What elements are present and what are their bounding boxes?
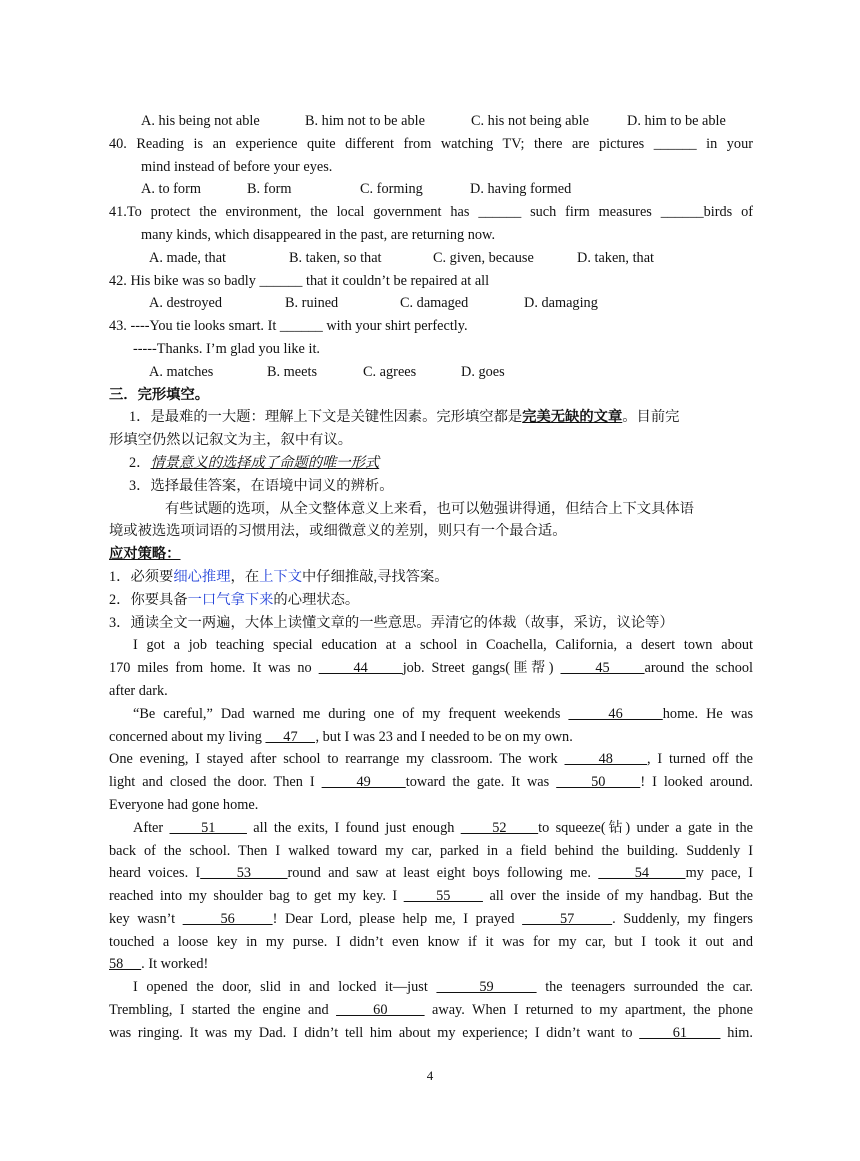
blank-45[interactable]: 45 (560, 660, 645, 677)
q40-option-a: A. to form (141, 181, 201, 198)
passage-text: to squeeze(钻) under a gate in the (538, 819, 754, 836)
blank-55[interactable]: 55 (403, 888, 483, 905)
passage-line (109, 748, 753, 771)
strategy-2-highlight: 一口气拿下来 (187, 591, 274, 608)
cloze-tip-1 (109, 406, 753, 429)
passage-line (109, 908, 753, 931)
passage-text: reached into my shoulder bag to get my key. I (109, 888, 398, 905)
passage-text: ! I looked around. (640, 774, 753, 791)
blank-53[interactable]: 53 (200, 865, 288, 882)
strategy-2-text: 2．你要具备 (109, 591, 188, 608)
strategy-2 (109, 589, 753, 612)
q41-option-c: C. given, because (433, 249, 534, 266)
blank-57[interactable]: 57 (522, 910, 613, 927)
passage-line (109, 771, 753, 794)
strategy-3: 3．通读全文一两遍，大体上读懂文章的一些意思。弄清它的体裁（故事，采访，议论等） (109, 614, 674, 631)
page-number: 4 (426, 1068, 434, 1083)
passage-text: round and saw at least eight boys following me. (287, 865, 591, 882)
cloze-tip-1-cont: 形填空仍然以记叙文为主，叙中有议。 (109, 432, 353, 449)
blank-47[interactable]: 47 , (265, 728, 320, 745)
passage-line: I got a job teaching special education at a school in Coachella, California, a desert town about (133, 637, 753, 654)
cloze-tip-4-cont: 境或被选选项词语的习惯用法，或细微意义的差别，则只有一个最合适。 (109, 523, 567, 540)
q42-option-d: D. damaging (524, 295, 598, 312)
passage-text: my pace, I (685, 865, 753, 882)
blank-59[interactable]: 59 (436, 979, 537, 996)
blank-51[interactable]: 51 (169, 819, 247, 836)
passage-line (109, 726, 753, 749)
blank-56[interactable]: 56 (182, 910, 273, 927)
cloze-tip-2 (109, 452, 753, 475)
q43-options (109, 361, 753, 384)
q43-option-c: C. agrees (363, 363, 417, 380)
passage-line (109, 976, 753, 999)
passage-line: touched a loose key in my purse. I didn’t even know if it was for my car, but I took it out and (109, 933, 753, 950)
passage-line: after dark. (109, 682, 168, 699)
passage-line (109, 817, 753, 840)
passage-line (109, 999, 753, 1022)
blank-54[interactable]: 54 (598, 865, 686, 882)
strategy-1-text: 1．必须要 (109, 568, 174, 585)
q42-options (109, 292, 753, 315)
passage-text: concerned about my living (109, 728, 262, 745)
blank-50[interactable]: 50 (556, 774, 641, 791)
q40-option-d: D. having formed (470, 181, 572, 198)
blank-61[interactable]: 61 (639, 1024, 721, 1041)
passage-text: toward the gate. It was (405, 774, 550, 791)
q40-stem-cont: mind instead of before your eyes. (141, 158, 333, 175)
q39-option-a: A. his being not able (141, 113, 260, 129)
q39-option-c: C. his not being able (471, 113, 589, 129)
passage-text: After (133, 819, 164, 836)
passage-line (109, 953, 753, 976)
passage-text: the teenagers surrounded the car. (545, 979, 753, 996)
cloze-tip-1-tail: 。目前完 (622, 409, 680, 426)
blank-52[interactable]: 52 (460, 819, 539, 836)
q43-option-a: A. matches (149, 363, 214, 380)
passage-text: . It worked! (141, 956, 209, 973)
cloze-tip-1-text: 1．是最难的一大题：理解上下文是关键性因素。完形填空都是 (129, 409, 523, 426)
passage-text: but I was 23 and I needed to be on my own. (322, 728, 573, 745)
passage-text: all over the inside of my handbag. But the (489, 888, 754, 905)
passage-text: Trembling, I started the engine and (109, 1002, 329, 1019)
q41-stem: 41.To protect the environment, the local government has ______ such firm measures ______birds of (109, 204, 753, 221)
q43-option-b: B. meets (267, 363, 318, 380)
q42-option-c: C. damaged (400, 295, 469, 312)
q40-option-b: B. form (247, 181, 292, 198)
q40-option-c: C. forming (360, 181, 423, 198)
cloze-tip-2-num: 2． (129, 454, 151, 471)
passage-line (109, 703, 753, 726)
passage-line: Everyone had gone home. (109, 796, 259, 813)
cloze-tip-3: 3．选择最佳答案，在语境中词义的辨析。 (129, 477, 394, 494)
q43-stem: 43. ----You tie looks smart. It ______ with your shirt perfectly. (109, 318, 468, 335)
q42-stem: 42. His bike was so badly ______ that it couldn’t be repaired at all (109, 272, 490, 289)
passage-text: ! Dear Lord, please help me, I prayed (272, 910, 515, 927)
passage-text: heard voices. I (109, 865, 201, 882)
q42-option-a: A. destroyed (149, 295, 223, 312)
passage-line: back of the school. Then I walked toward my car, parked in a field behind the building. Suddenly I (109, 842, 753, 859)
passage-text: was ringing. It was my Dad. I didn’t tell him about my experience; I didn’t want to (109, 1024, 633, 1041)
strategy-2-text-b: 的心理状态。 (273, 591, 360, 608)
blank-44[interactable]: 44 (318, 660, 403, 677)
q40-options (109, 178, 753, 201)
strategy-1-text-b: ，在 (230, 568, 260, 585)
strategy-1-highlight-b: 上下文 (259, 568, 303, 585)
q41-option-d: D. taken, that (577, 249, 655, 266)
q39-option-b: B. him not to be able (305, 113, 425, 129)
q43-reply: -----Thanks. I’m glad you like it. (133, 340, 320, 357)
strategy-1-highlight: 细心推理 (173, 568, 231, 585)
passage-text: key wasn’t (109, 910, 176, 927)
blank-46[interactable]: 46 (568, 705, 663, 722)
blank-49[interactable]: 49 (321, 774, 406, 791)
passage-text: , I turned off the (646, 751, 753, 768)
passage-text: 170 miles from home. It was no (109, 660, 312, 677)
passage-text: . Suddenly, my fingers (612, 910, 753, 927)
blank-60[interactable]: 60 (336, 1002, 425, 1019)
passage-line (109, 1022, 753, 1045)
q41-options (109, 247, 753, 270)
q42-option-b: B. ruined (285, 295, 339, 312)
document-page (109, 110, 753, 1045)
passage-text: I opened the door, slid in and locked it—just (133, 979, 428, 996)
passage-text: him. (727, 1024, 754, 1041)
q41-stem-cont: many kinds, which disappeared in the past, are returning now. (141, 226, 496, 243)
passage-text: job. Street gangs(匪帮) (402, 660, 554, 677)
q39-options (109, 110, 753, 133)
passage-text: around the school (644, 660, 753, 677)
passage-line (109, 657, 753, 680)
q41-option-a: A. made, that (149, 249, 227, 266)
passage-text: home. He was (662, 705, 754, 722)
cloze-tip-4: 有些试题的选项，从全文整体意义上来看，也可以勉强讲得通，但结合上下文具体语 (165, 500, 694, 517)
passage-line (109, 885, 753, 908)
blank-48[interactable]: 48 (564, 751, 647, 768)
passage-text: all the exits, I found just enough (253, 819, 455, 836)
blank-58[interactable]: 58 (109, 956, 142, 973)
passage-text: “Be careful,” Dad warned me during one of my frequent weekends (133, 705, 561, 722)
section-heading: 三．完形填空。 (109, 386, 210, 403)
passage-text: away. When I returned to my apartment, the phone (432, 1002, 754, 1019)
strategy-1 (109, 566, 753, 589)
q43-option-d: D. goes (461, 363, 505, 380)
passage-text: One evening, I stayed after school to rearrange my classroom. The work (109, 751, 558, 768)
strategy-1-text-c: 中仔细推敲,寻找答案。 (302, 568, 449, 585)
q39-option-d: D. him to be able (627, 113, 726, 129)
q41-option-b: B. taken, so that (289, 249, 382, 266)
passage-line (109, 862, 753, 885)
q40-stem: 40. Reading is an experience quite different from watching TV; there are pictures ______ in your (109, 135, 753, 152)
cloze-tip-1-emphasis: 完美无缺的文章 (522, 409, 623, 426)
passage-text: light and closed the door. Then I (109, 774, 315, 791)
cloze-tip-2-text: 情景意义的选择成了命题的唯一形式 (150, 454, 380, 471)
strategy-heading: 应对策略： (109, 546, 181, 563)
